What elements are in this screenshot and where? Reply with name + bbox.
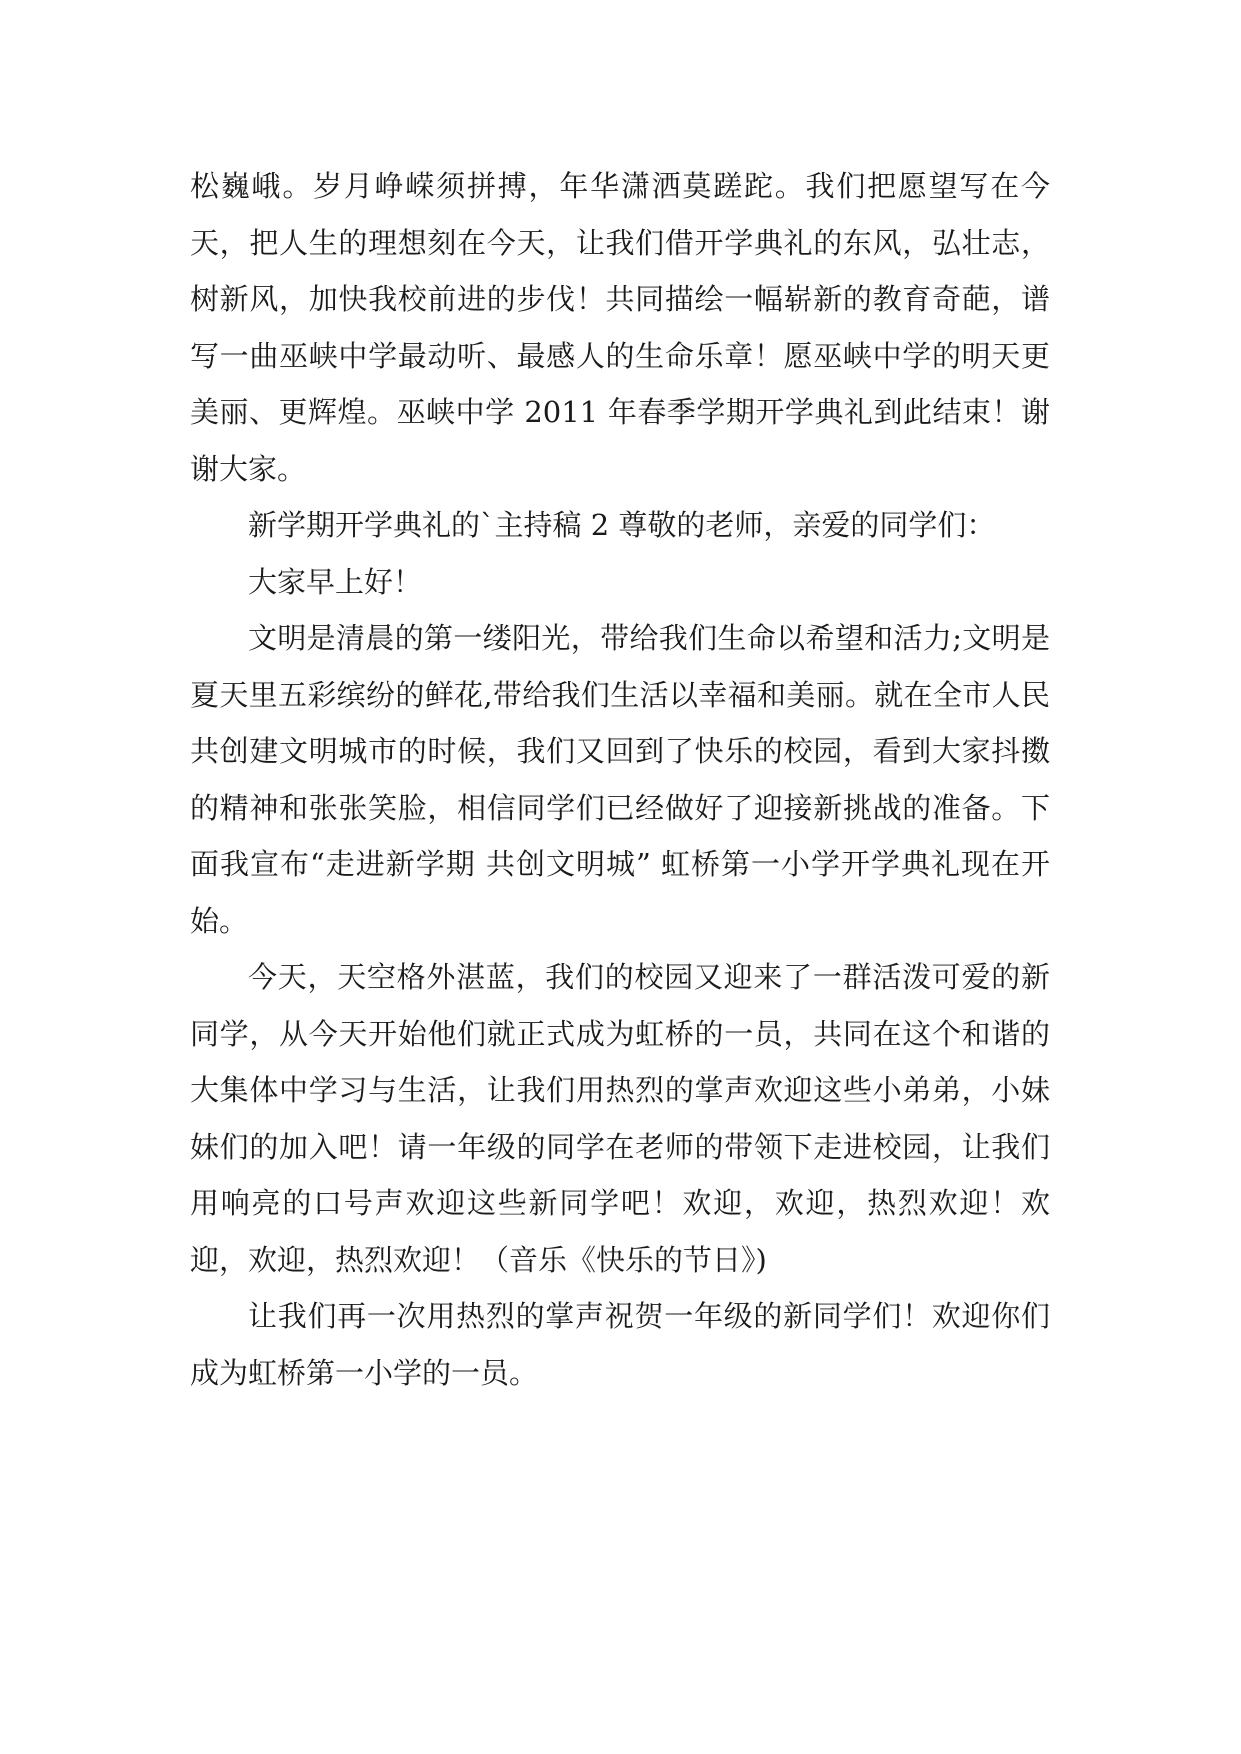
paragraph-closing-remarks: 松巍峨。岁月峥嵘须拼搏，年华潇洒莫蹉跎。我们把愿望写在今天，把人生的理想刻在今天，让我们借开学典礼的东风，弘壮志，树新风，加快我校前进的步伐！共同描绘一幅崭新的教育奇葩，谱写一曲巫峡中学最动听、最感人的生命乐章！愿巫峡中学的明天更美丽、更辉煌。巫峡中学 2011 年春季学期开学典礼到此结束！谢谢大家。: [190, 169, 1050, 486]
paragraph-opening: 文明是清晨的第一缕阳光，带给我们生命以希望和活力;文明是夏天里五彩缤纷的鲜花,带给我们生活以幸福和美丽。就在全市人民共创建文明城市的时候，我们又回到了快乐的校园，看到大家抖擞的精神和张张笑脸，相信同学们已经做好了迎接新挑战的准备。下面我宣布“走进新学期 共创文明城” 虹桥第一小学开学典礼现在开始。: [190, 621, 1050, 938]
document-body: [190, 158, 1050, 1401]
paragraph-script-title: 新学期开学典礼的`主持稿 2 尊敬的老师，亲爱的同学们：: [248, 508, 996, 542]
paragraph-greeting: 大家早上好！: [248, 564, 423, 599]
paragraph-welcome-new-students: 今天，天空格外湛蓝，我们的校园又迎来了一群活泼可爱的新同学，从今天开始他们就正式成为虹桥的一员，共同在这个和谐的大集体中学习与生活，让我们用热烈的掌声欢迎这些小弟弟，小妹妹们的加入吧！请一年级的同学在老师的带领下走进校园，让我们用响亮的口号声欢迎这些新同学吧！欢迎，欢迎，热烈欢迎！欢迎，欢迎，热烈欢迎！（音乐《快乐的节日》): [190, 960, 1050, 1277]
paragraph-congratulations: 让我们再一次用热烈的掌声祝贺一年级的新同学们！欢迎你们成为虹桥第一小学的一员。: [190, 1299, 1050, 1390]
